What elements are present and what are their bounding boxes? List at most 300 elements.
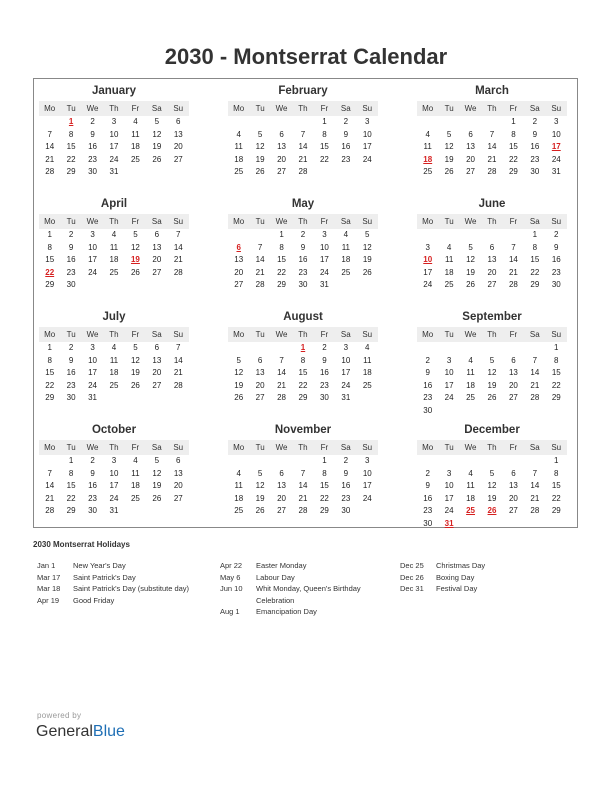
day-cell: 1 xyxy=(47,230,52,239)
weekday-label: We xyxy=(86,443,99,452)
empty-day xyxy=(249,116,270,129)
weekday-label: We xyxy=(275,330,288,339)
day-cell: 30 xyxy=(551,280,561,289)
day-cell: 24 xyxy=(341,380,351,390)
day-cell: 29 xyxy=(277,280,287,289)
day-cell: 1 xyxy=(511,117,516,126)
weekday-label: Su xyxy=(173,443,184,452)
day-cell: 11 xyxy=(131,468,140,478)
weekday-label: We xyxy=(464,443,477,452)
holiday-date: Mar 18 xyxy=(37,584,61,593)
holiday-date: Apr 19 xyxy=(37,595,60,605)
holiday-column xyxy=(400,560,580,595)
holiday-entry xyxy=(37,572,217,584)
day-cell: 10 xyxy=(88,242,98,252)
day-cell: 7 xyxy=(532,468,538,478)
empty-day xyxy=(271,455,292,468)
day-cell: 15 xyxy=(277,255,287,264)
month-october xyxy=(39,423,189,518)
holiday-day-cell: 18 xyxy=(423,154,433,164)
day-cell: 5 xyxy=(446,129,452,139)
empty-day xyxy=(438,116,459,129)
holiday-entry xyxy=(400,583,580,595)
weekday-label: Tu xyxy=(255,330,265,339)
day-cell: 24 xyxy=(319,267,329,277)
weekday-label: Sa xyxy=(340,217,351,226)
holiday-date: Dec 25 xyxy=(400,561,424,570)
day-cell: 26 xyxy=(130,380,140,390)
day-cell: 19 xyxy=(362,255,372,264)
day-cell: 23 xyxy=(319,380,329,390)
day-cell: 27 xyxy=(277,506,287,515)
day-cell: 11 xyxy=(341,242,350,252)
day-cell: 13 xyxy=(173,468,183,478)
weekday-label: Sa xyxy=(340,104,351,113)
day-cell: 27 xyxy=(173,154,183,164)
weekday-label: Th xyxy=(109,443,119,452)
weekday-label: Fr xyxy=(131,443,140,452)
day-cell: 7 xyxy=(532,355,538,365)
day-cell: 7 xyxy=(300,129,306,139)
day-cell: 14 xyxy=(173,355,183,365)
day-cell: 18 xyxy=(362,368,372,377)
day-cell: 17 xyxy=(444,380,454,390)
day-cell: 8 xyxy=(554,355,559,365)
day-cell: 27 xyxy=(487,280,497,289)
day-cell: 15 xyxy=(45,255,55,264)
weekday-label: Mo xyxy=(422,217,434,226)
day-cell: 29 xyxy=(66,506,76,515)
day-cell: 10 xyxy=(444,368,454,377)
day-cell: 21 xyxy=(530,380,540,390)
day-cell: 8 xyxy=(554,468,559,478)
weekday-label: Tu xyxy=(444,217,454,226)
day-cell: 14 xyxy=(255,255,265,264)
day-cell: 9 xyxy=(300,242,306,252)
weekday-label: Th xyxy=(109,217,119,226)
day-grid xyxy=(228,455,378,518)
holiday-name: Christmas Day xyxy=(436,561,486,570)
day-cell: 4 xyxy=(111,230,117,239)
day-cell: 5 xyxy=(154,117,160,126)
day-cell: 17 xyxy=(362,142,372,151)
empty-day xyxy=(460,229,481,242)
day-cell: 6 xyxy=(489,242,495,252)
day-cell: 10 xyxy=(109,468,119,478)
day-cell: 25 xyxy=(466,393,476,402)
weekday-label: Su xyxy=(551,104,562,113)
day-cell: 24 xyxy=(444,393,454,402)
weekday-label: Th xyxy=(109,330,119,339)
day-cell: 17 xyxy=(423,267,433,277)
day-cell: 14 xyxy=(277,368,287,377)
weekday-label: Tu xyxy=(255,217,265,226)
day-cell: 7 xyxy=(489,129,495,139)
day-cell: 8 xyxy=(47,355,52,365)
holiday-entry xyxy=(37,583,217,595)
month-name: February xyxy=(278,85,328,97)
day-cell: 10 xyxy=(362,468,372,478)
day-cell: 2 xyxy=(322,343,327,352)
day-cell: 13 xyxy=(173,129,183,139)
day-cell: 18 xyxy=(130,142,140,151)
empty-day xyxy=(39,455,60,468)
brand-logo[interactable]: GeneralBlue xyxy=(36,723,125,740)
month-name: May xyxy=(291,198,315,210)
day-cell: 12 xyxy=(487,368,497,377)
empty-day xyxy=(460,455,481,468)
day-cell: 20 xyxy=(234,267,244,277)
day-cell: 17 xyxy=(362,481,372,490)
holiday-entry xyxy=(400,572,580,584)
day-cell: 7 xyxy=(47,129,52,139)
day-cell: 23 xyxy=(298,267,308,277)
day-cell: 12 xyxy=(487,481,497,490)
day-cell: 29 xyxy=(530,280,540,289)
day-cell: 19 xyxy=(444,154,454,164)
day-cell: 16 xyxy=(341,142,351,151)
day-cell: 12 xyxy=(444,142,454,151)
day-cell: 18 xyxy=(234,154,244,164)
day-cell: 16 xyxy=(319,368,329,377)
holiday-date: May 6 xyxy=(220,572,241,582)
day-cell: 11 xyxy=(131,129,140,139)
day-cell: 10 xyxy=(444,481,454,490)
day-cell: 12 xyxy=(255,481,265,490)
day-cell: 17 xyxy=(109,142,119,151)
weekday-header xyxy=(417,214,567,229)
day-cell: 26 xyxy=(466,280,476,289)
day-cell: 22 xyxy=(508,154,518,164)
day-cell: 3 xyxy=(446,468,452,478)
day-cell: 27 xyxy=(173,493,183,503)
day-cell: 25 xyxy=(130,493,140,503)
day-cell: 7 xyxy=(176,343,181,352)
day-cell: 9 xyxy=(554,242,559,252)
day-cell: 1 xyxy=(532,230,538,239)
day-cell: 20 xyxy=(173,142,183,151)
holiday-column xyxy=(37,560,217,606)
day-cell: 21 xyxy=(45,493,55,503)
weekday-label: Fr xyxy=(131,104,140,113)
day-cell: 22 xyxy=(66,154,76,164)
weekday-label: We xyxy=(275,104,288,113)
weekday-label: Su xyxy=(362,217,373,226)
day-cell: 30 xyxy=(298,280,308,289)
month-name: January xyxy=(91,85,137,97)
day-cell: 7 xyxy=(300,468,306,478)
day-cell: 18 xyxy=(130,481,140,490)
day-cell: 22 xyxy=(319,154,329,164)
day-cell: 18 xyxy=(234,493,244,503)
day-cell: 13 xyxy=(277,142,287,151)
day-cell: 12 xyxy=(152,468,162,478)
weekday-label: Mo xyxy=(44,217,56,226)
day-cell: 22 xyxy=(277,267,287,277)
day-cell: 8 xyxy=(322,468,327,478)
day-cell: 21 xyxy=(298,154,308,164)
weekday-header xyxy=(417,440,567,455)
day-cell: 15 xyxy=(319,481,329,490)
weekday-label: Tu xyxy=(255,104,265,113)
day-cell: 19 xyxy=(152,142,162,151)
empty-day xyxy=(481,342,502,355)
day-cell: 7 xyxy=(279,355,284,365)
weekday-header xyxy=(39,101,189,116)
day-cell: 5 xyxy=(365,230,370,239)
day-cell: 15 xyxy=(66,481,76,490)
weekday-label: Fr xyxy=(320,330,329,339)
weekday-label: Mo xyxy=(233,217,245,226)
day-cell: 1 xyxy=(68,456,74,465)
day-cell: 23 xyxy=(423,506,433,515)
weekday-label: Sa xyxy=(529,217,540,226)
day-cell: 15 xyxy=(508,142,518,151)
day-cell: 17 xyxy=(319,255,329,264)
day-cell: 19 xyxy=(466,267,476,277)
day-cell: 26 xyxy=(487,393,497,402)
weekday-label: Tu xyxy=(255,443,265,452)
day-cell: 25 xyxy=(109,267,119,277)
day-cell: 29 xyxy=(298,393,308,402)
holiday-day-cell: 10 xyxy=(423,255,433,264)
empty-day xyxy=(503,229,524,242)
holiday-list-title: 2030 Montserrat Holidays xyxy=(33,540,130,549)
weekday-label: Su xyxy=(362,104,373,113)
day-cell: 11 xyxy=(466,481,475,490)
day-cell: 17 xyxy=(444,493,454,503)
day-cell: 26 xyxy=(130,267,140,277)
day-cell: 24 xyxy=(444,506,454,515)
weekday-label: Sa xyxy=(151,104,162,113)
day-cell: 19 xyxy=(152,481,162,490)
day-cell: 23 xyxy=(66,380,76,390)
month-name: April xyxy=(100,198,128,210)
day-cell: 24 xyxy=(88,267,98,277)
day-cell: 6 xyxy=(176,117,181,126)
empty-day xyxy=(524,342,545,355)
page-title: 2030 - Montserrat Calendar xyxy=(164,44,448,69)
day-cell: 16 xyxy=(66,368,76,377)
day-cell: 15 xyxy=(66,142,76,151)
day-cell: 25 xyxy=(130,154,140,164)
day-cell: 11 xyxy=(363,355,372,365)
day-cell: 27 xyxy=(508,393,518,402)
day-cell: 3 xyxy=(90,343,95,352)
month-name: March xyxy=(475,85,509,97)
empty-day xyxy=(481,229,502,242)
day-cell: 31 xyxy=(551,167,561,176)
day-cell: 5 xyxy=(257,468,263,478)
day-cell: 21 xyxy=(298,493,308,503)
day-cell: 17 xyxy=(88,255,98,264)
day-cell: 4 xyxy=(468,468,473,478)
day-grid xyxy=(228,229,378,292)
weekday-label: Fr xyxy=(509,443,518,452)
holiday-name: New Year's Day xyxy=(73,561,126,570)
empty-day xyxy=(438,229,459,242)
holiday-entry xyxy=(220,560,400,572)
weekday-header xyxy=(39,214,189,229)
day-cell: 9 xyxy=(90,129,95,139)
month-name: July xyxy=(102,311,126,323)
day-cell: 28 xyxy=(277,393,287,402)
month-name: September xyxy=(462,311,522,323)
day-cell: 14 xyxy=(530,481,540,490)
day-cell: 29 xyxy=(551,393,561,402)
weekday-label: Fr xyxy=(320,217,329,226)
day-cell: 22 xyxy=(551,380,561,390)
day-cell: 13 xyxy=(152,242,162,252)
day-grid xyxy=(417,455,567,530)
day-cell: 4 xyxy=(425,129,430,139)
weekday-label: Mo xyxy=(233,104,245,113)
holiday-date: Dec 31 xyxy=(400,584,424,593)
empty-day xyxy=(417,116,438,129)
weekday-header xyxy=(39,327,189,342)
empty-day xyxy=(292,455,313,468)
day-cell: 13 xyxy=(466,142,476,151)
empty-day xyxy=(417,342,438,355)
day-cell: 30 xyxy=(341,506,351,515)
month-may xyxy=(228,197,378,292)
weekday-label: Tu xyxy=(444,443,454,452)
weekday-header xyxy=(228,214,378,229)
day-cell: 7 xyxy=(257,242,263,252)
day-cell: 20 xyxy=(152,255,162,264)
day-cell: 15 xyxy=(551,481,561,490)
day-cell: 8 xyxy=(511,129,516,139)
holiday-name: Saint Patrick's Day (substitute day) xyxy=(73,584,190,593)
day-cell: 2 xyxy=(554,230,559,239)
day-cell: 22 xyxy=(66,493,76,503)
day-cell: 5 xyxy=(468,242,473,252)
day-cell: 28 xyxy=(298,167,308,176)
empty-day xyxy=(503,342,524,355)
day-cell: 5 xyxy=(133,230,138,239)
day-cell: 30 xyxy=(423,405,433,415)
day-cell: 15 xyxy=(551,368,561,377)
day-cell: 15 xyxy=(530,255,540,264)
month-august xyxy=(228,310,378,405)
day-cell: 2 xyxy=(90,117,95,126)
day-cell: 26 xyxy=(152,493,162,503)
day-cell: 13 xyxy=(487,255,497,264)
day-cell: 11 xyxy=(234,142,243,151)
day-cell: 20 xyxy=(277,493,287,503)
empty-day xyxy=(249,229,270,242)
day-cell: 1 xyxy=(554,456,559,465)
day-cell: 28 xyxy=(530,393,540,402)
day-cell: 19 xyxy=(255,493,265,503)
weekday-label: Tu xyxy=(444,104,454,113)
weekday-label: We xyxy=(464,104,477,113)
day-cell: 27 xyxy=(255,393,265,402)
holiday-day-cell: 22 xyxy=(45,267,55,277)
weekday-label: Fr xyxy=(320,104,329,113)
holiday-day-cell: 19 xyxy=(130,255,140,264)
day-cell: 4 xyxy=(236,468,241,478)
day-cell: 15 xyxy=(298,368,308,377)
empty-day xyxy=(39,116,60,129)
day-cell: 19 xyxy=(487,380,497,390)
day-cell: 19 xyxy=(130,368,140,377)
day-cell: 9 xyxy=(343,468,349,478)
day-cell: 28 xyxy=(173,267,183,277)
day-cell: 3 xyxy=(446,355,452,365)
month-march xyxy=(417,84,567,179)
day-cell: 22 xyxy=(319,493,329,503)
day-cell: 28 xyxy=(487,167,497,176)
day-cell: 2 xyxy=(343,456,349,465)
weekday-label: Fr xyxy=(131,330,140,339)
day-cell: 21 xyxy=(277,380,287,390)
day-cell: 30 xyxy=(88,167,98,176)
day-cell: 7 xyxy=(511,242,516,252)
day-cell: 16 xyxy=(341,481,351,490)
day-cell: 9 xyxy=(425,368,430,377)
day-cell: 14 xyxy=(487,142,497,151)
empty-day xyxy=(438,342,459,355)
day-cell: 10 xyxy=(319,242,329,252)
holiday-name: Whit Monday, Queen's Birthday Celebration xyxy=(256,584,361,605)
weekday-label: Mo xyxy=(44,330,56,339)
month-name: October xyxy=(91,424,137,436)
month-december xyxy=(417,423,567,530)
day-cell: 24 xyxy=(551,154,561,164)
holiday-entry xyxy=(220,572,400,584)
day-cell: 13 xyxy=(152,355,162,365)
day-cell: 2 xyxy=(68,343,74,352)
day-cell: 5 xyxy=(236,355,241,365)
day-cell: 30 xyxy=(66,280,76,289)
day-cell: 20 xyxy=(255,380,265,390)
empty-day xyxy=(228,229,249,242)
day-cell: 26 xyxy=(362,267,372,277)
day-cell: 3 xyxy=(90,230,95,239)
weekday-header xyxy=(417,101,567,116)
day-cell: 26 xyxy=(444,167,454,176)
day-cell: 17 xyxy=(109,481,119,490)
day-cell: 16 xyxy=(298,255,308,264)
day-cell: 29 xyxy=(66,167,76,176)
empty-day xyxy=(481,116,502,129)
weekday-label: We xyxy=(275,443,288,452)
holiday-entry xyxy=(220,606,400,618)
day-cell: 4 xyxy=(111,343,117,352)
holiday-day-cell: 26 xyxy=(487,506,497,515)
holiday-entry xyxy=(400,560,580,572)
day-cell: 11 xyxy=(444,255,454,264)
day-cell: 5 xyxy=(154,456,160,465)
weekday-label: Sa xyxy=(151,443,162,452)
day-cell: 20 xyxy=(152,368,162,377)
weekday-label: Sa xyxy=(340,330,351,339)
day-cell: 18 xyxy=(444,267,454,277)
weekday-label: Su xyxy=(551,443,562,452)
day-cell: 3 xyxy=(343,343,349,352)
day-cell: 19 xyxy=(487,493,497,503)
day-cell: 24 xyxy=(109,154,119,164)
day-cell: 25 xyxy=(423,167,433,176)
month-november xyxy=(228,423,378,518)
day-cell: 26 xyxy=(255,506,265,515)
day-cell: 4 xyxy=(133,117,138,126)
weekday-label: Su xyxy=(173,330,184,339)
day-cell: 30 xyxy=(88,506,98,515)
weekday-label: Sa xyxy=(529,443,540,452)
day-cell: 6 xyxy=(154,230,160,239)
